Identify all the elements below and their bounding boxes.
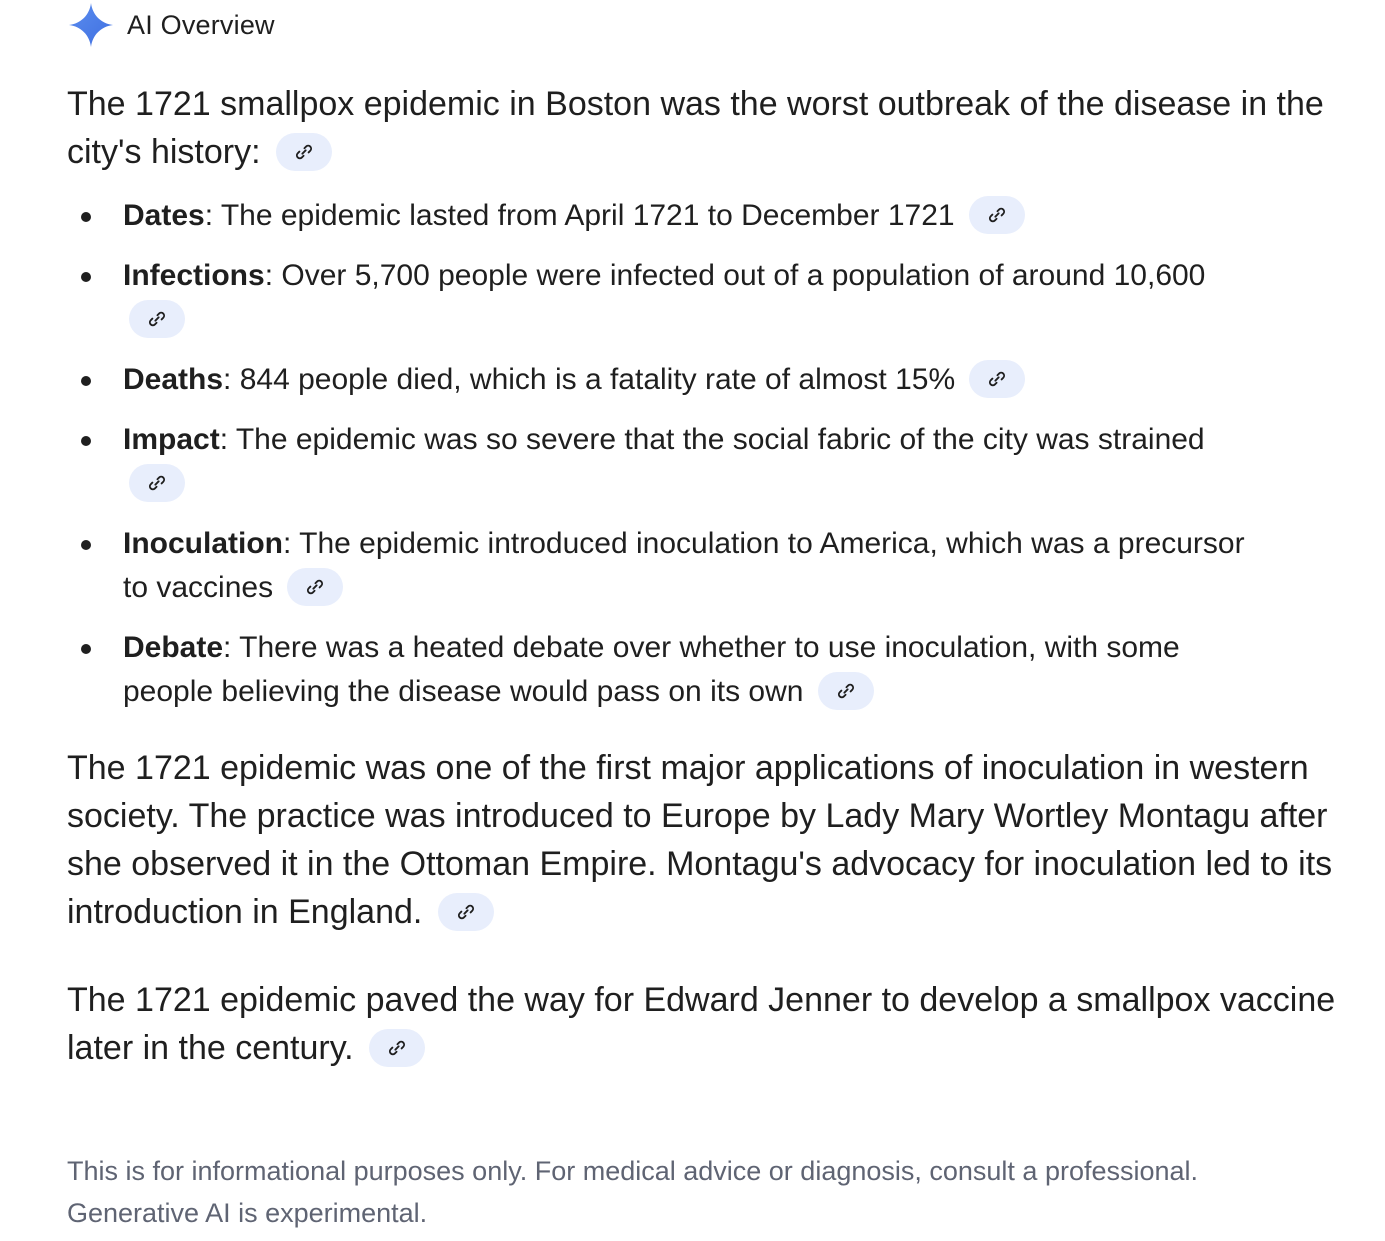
- point-text: : Over 5,700 people were infected out of a population of around 10,600: [264, 259, 1206, 292]
- point-label: Inoculation: [123, 527, 283, 560]
- bullet: [81, 272, 91, 282]
- point-text: : The epidemic introduced inoculation to America, which was a precursor to vaccines: [123, 527, 1245, 604]
- list-item-debate: [67, 626, 1263, 714]
- list-item-dates: [67, 194, 1263, 238]
- link-icon: [836, 681, 856, 701]
- source-link-chip[interactable]: [438, 893, 494, 931]
- list-item-infections: [67, 254, 1263, 342]
- source-link-chip[interactable]: [818, 672, 874, 710]
- point-label: Infections: [123, 259, 265, 292]
- list-item-inoculation: [67, 522, 1263, 610]
- link-icon: [387, 1038, 407, 1058]
- link-icon: [147, 309, 167, 329]
- source-link-chip[interactable]: [969, 196, 1025, 234]
- link-icon: [987, 205, 1007, 225]
- source-link-chip[interactable]: [276, 133, 332, 171]
- bullet: [81, 436, 91, 446]
- point-label: Debate: [123, 631, 224, 664]
- key-points-list: [67, 194, 1342, 714]
- link-icon: [456, 902, 476, 922]
- gemini-sparkle-icon: [68, 2, 114, 48]
- intro-paragraph: The 1721 smallpox epidemic in Boston was the worst outbreak of the disease in the city's history:: [67, 85, 1324, 171]
- link-icon: [294, 142, 314, 162]
- ai-overview-header: [68, 2, 275, 48]
- point-text: : The epidemic was so severe that the social fabric of the city was strained: [219, 423, 1205, 456]
- source-link-chip[interactable]: [287, 568, 343, 606]
- inoculation-history-paragraph: The 1721 epidemic was one of the first major applications of inoculation in western society. The practice was introduced to Europe by Lady Mary Wortley Montagu after she observed it in the Ottoman Empire. Montagu's advocacy for inoculation led to its introduction in England.: [67, 749, 1333, 931]
- point-text: : The epidemic lasted from April 1721 to December 1721: [204, 199, 955, 232]
- link-icon: [987, 369, 1007, 389]
- overview-content: [67, 80, 1342, 1072]
- bullet: [81, 540, 91, 550]
- point-label: Dates: [123, 199, 205, 232]
- link-icon: [305, 577, 325, 597]
- link-icon: [147, 473, 167, 493]
- source-link-chip[interactable]: [969, 360, 1025, 398]
- header-title: AI Overview: [127, 9, 275, 40]
- bullet: [81, 212, 91, 222]
- point-label: Impact: [123, 423, 220, 456]
- list-item-deaths: [67, 358, 1263, 402]
- disclaimer-text: This is for informational purposes only. For medical advice or diagnosis, consult a professional. Generative AI is experimental.: [67, 1156, 1199, 1228]
- point-text: : There was a heated debate over whether to use inoculation, with some people believing the disease would pass on its own: [123, 631, 1180, 708]
- source-link-chip[interactable]: [129, 300, 185, 338]
- list-item-impact: [67, 418, 1263, 506]
- jenner-paragraph: The 1721 epidemic paved the way for Edward Jenner to develop a smallpox vaccine later in the century.: [67, 981, 1336, 1067]
- source-link-chip[interactable]: [369, 1029, 425, 1067]
- point-text: : 844 people died, which is a fatality rate of almost 15%: [223, 363, 956, 396]
- source-link-chip[interactable]: [129, 464, 185, 502]
- point-label: Deaths: [123, 363, 224, 396]
- bullet: [81, 376, 91, 386]
- bullet: [81, 644, 91, 654]
